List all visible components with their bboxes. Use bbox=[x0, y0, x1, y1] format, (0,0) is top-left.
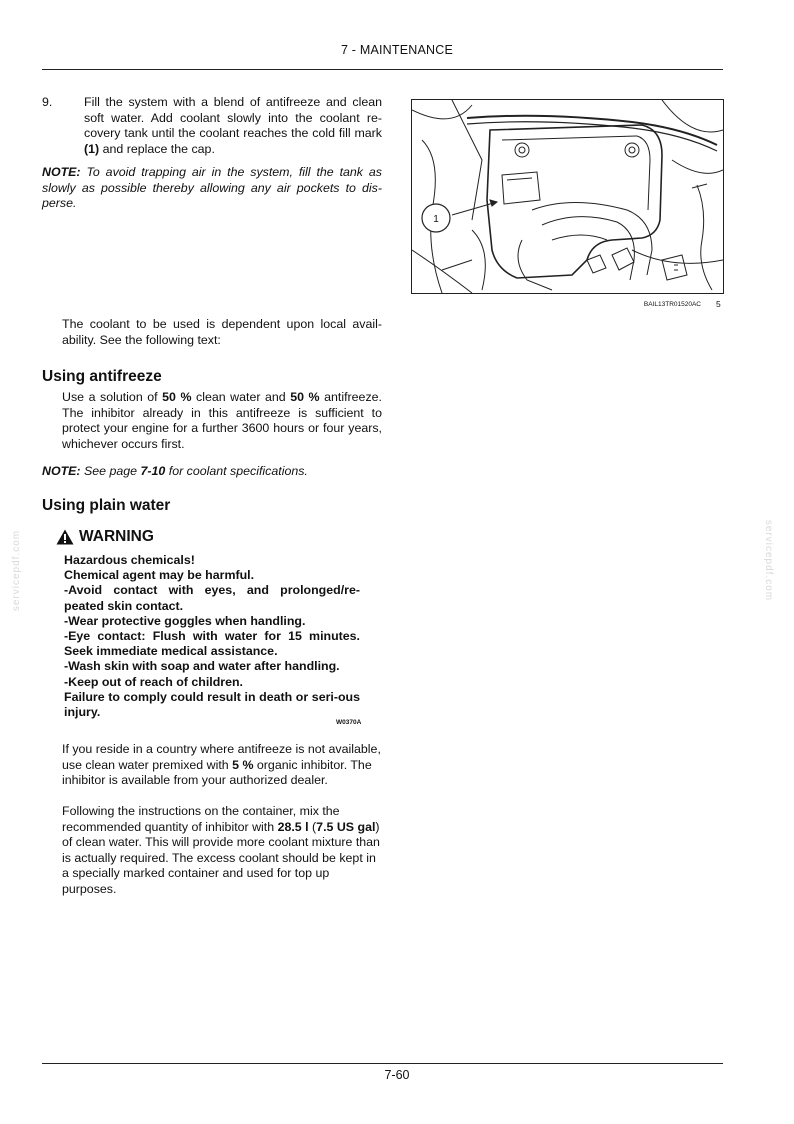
callout-label: 1 bbox=[433, 214, 439, 225]
antifreeze-text-3: antifreeze. The inhibitor already in this antifreeze is sufficient to protect your engine for a further 3600 hours or four years, whichever occurs first. bbox=[62, 390, 382, 451]
warning-title bbox=[56, 528, 154, 546]
warning-line: Chemical agent may be harmful. bbox=[64, 568, 255, 583]
water-gallons: 7.5 US gal bbox=[316, 819, 376, 834]
warning-line: -Avoid contact with eyes, and prolonged/re-peated skin contact. bbox=[64, 583, 360, 613]
plain-text-1b: organic inhibitor. The inhibitor is available from your authorized dealer. bbox=[62, 757, 372, 788]
warning-line: -Wash skin with soap and water after handling. bbox=[64, 659, 340, 674]
note-text: To avoid trapping air in the system, fill the tank as slowly as possible thereby allowing any air pockets to dis-perse. bbox=[42, 165, 382, 211]
watermark-right: servicepdf.com bbox=[763, 519, 775, 602]
warning-label: WARNING bbox=[79, 528, 154, 545]
section-header: 7 - MAINTENANCE bbox=[340, 43, 454, 57]
note-coolant-specs bbox=[42, 464, 382, 480]
note-label: NOTE: bbox=[42, 464, 81, 478]
page-number: 7-60 bbox=[384, 1068, 410, 1082]
step-9-text-a: Fill the system with a blend of antifreeze and clean soft water. Add coolant slowly into the coolant re-covery tank until the coolant reaches the cold fill mark bbox=[84, 95, 382, 141]
plain-text-2c: ) of clean water. This will provide more coolant mixture than is actually required. The excess coolant should be kept in a specially marked container and used for top up purposes. bbox=[62, 819, 380, 896]
figure-code: BAIL13TR01520AC bbox=[643, 301, 701, 308]
plain-text-1a: If you reside in a country where antifreeze is not available, use clean water premixed with bbox=[62, 742, 381, 772]
step-9-text-b: and replace the cap. bbox=[99, 141, 215, 156]
antifreeze-percent: 50 % bbox=[290, 390, 320, 404]
warning-line: -Keep out of reach of children. bbox=[64, 674, 243, 689]
inhibitor-percent: 5 % bbox=[232, 757, 254, 772]
warning-line: Failure to comply could result in death or seri-ous injury. bbox=[64, 689, 360, 720]
note-text-2: for coolant specifications. bbox=[165, 464, 308, 478]
note-text-1: See page bbox=[80, 464, 141, 478]
water-percent: 50 % bbox=[162, 390, 192, 404]
watermark-left: servicepdf.com bbox=[11, 529, 23, 612]
step-number: 9. bbox=[42, 95, 53, 109]
coolant-intro: The coolant to be used is dependent upon local avail-ability. See the following text: bbox=[62, 317, 382, 347]
antifreeze-text bbox=[62, 390, 382, 452]
figure-number: 5 bbox=[716, 299, 721, 309]
fill-mark-ref: (1) bbox=[84, 141, 100, 156]
plain-water-text-2 bbox=[62, 804, 384, 898]
header-rule bbox=[42, 69, 723, 70]
warning-line: Hazardous chemicals! bbox=[64, 553, 195, 567]
antifreeze-text-1: Use a solution of bbox=[62, 390, 163, 404]
note-label: NOTE: bbox=[42, 165, 81, 179]
plain-text-2a: Following the instructions on the container, mix the recommended quantity of inhibitor with bbox=[62, 804, 340, 834]
plain-water-heading: Using plain water bbox=[42, 497, 171, 514]
water-litres: 28.5 l bbox=[277, 819, 309, 834]
warning-line: -Wear protective goggles when handling. bbox=[64, 613, 306, 628]
plain-water-text-1 bbox=[62, 742, 384, 789]
warning-line: -Eye contact: Flush with water for 15 minutes. Seek immediate medical assistance. bbox=[64, 629, 360, 659]
coolant-tank-illustration bbox=[412, 100, 723, 293]
note-trapped-air bbox=[42, 165, 382, 212]
footer-rule bbox=[42, 1063, 723, 1064]
antifreeze-heading: Using antifreeze bbox=[42, 368, 162, 385]
antifreeze-text-2: clean water and bbox=[191, 390, 291, 404]
step-9-text bbox=[84, 95, 382, 157]
warning-triangle-icon bbox=[56, 529, 74, 545]
plain-text-2b: ( bbox=[308, 819, 317, 834]
warning-code: W0370A bbox=[336, 719, 362, 726]
engine-coolant-tank-figure bbox=[411, 99, 724, 294]
warning-body bbox=[64, 553, 360, 720]
page-reference: 7-10 bbox=[140, 464, 166, 478]
